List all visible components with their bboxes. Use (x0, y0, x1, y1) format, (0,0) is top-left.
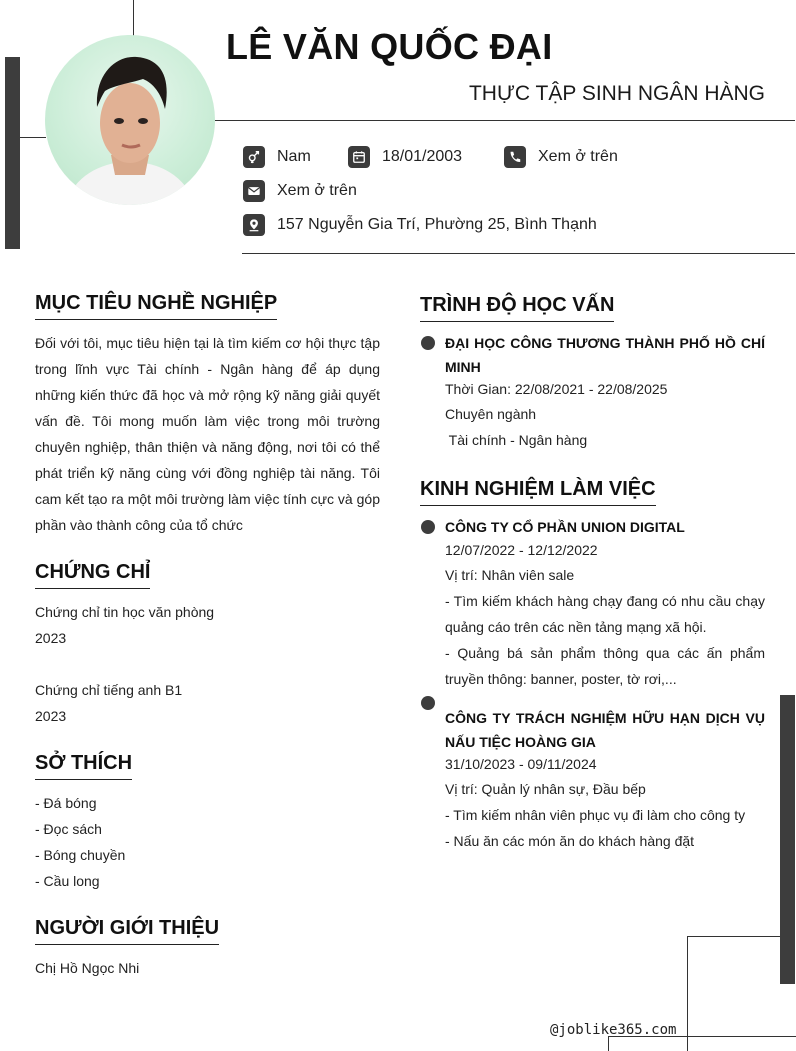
education-school: ĐẠI HỌC CÔNG THƯƠNG THÀNH PHỐ HỒ CHÍ MINH (445, 335, 765, 375)
phone-icon (504, 146, 526, 168)
phone-text: Xem ở trên (538, 148, 618, 165)
education-time: Thời Gian: 22/08/2021 - 22/08/2025 (445, 381, 668, 397)
reference-title: NGƯỜI GIỚI THIỆU (35, 917, 219, 945)
header-divider-bottom (242, 253, 795, 254)
hobby-item: - Đọc sách (35, 821, 102, 837)
job-title: THỰC TẬP SINH NGÂN HÀNG (468, 82, 765, 105)
profile-photo (45, 35, 215, 205)
birthday-info (348, 146, 462, 168)
education-bullet (421, 336, 435, 350)
certificate-name: Chứng chỉ tin học văn phòng (35, 604, 215, 620)
experience-period: 31/10/2023 - 09/11/2024 (445, 756, 597, 772)
avatar (45, 35, 215, 205)
experience-title: KINH NGHIỆM LÀM VIỆC (420, 478, 656, 506)
experience-company: CÔNG TY CỔ PHẦN UNION DIGITAL (445, 519, 685, 535)
experience-period: 12/07/2022 - 12/12/2022 (445, 542, 598, 558)
email-text: Xem ở trên (277, 182, 357, 199)
left-accent-bar (5, 57, 20, 249)
right-accent-bar (780, 695, 795, 984)
gender-text: Nam (277, 148, 311, 165)
phone-info (504, 146, 618, 168)
education-major-label: Chuyên ngành (445, 406, 537, 422)
objective-title: MỤC TIÊU NGHỀ NGHIỆP (35, 292, 277, 320)
address-info (243, 214, 597, 236)
header-divider-top (215, 120, 795, 121)
email-info (243, 180, 357, 202)
certificates-title: CHỨNG CHỈ (35, 561, 150, 589)
calendar-icon (348, 146, 370, 168)
corner-box-left (687, 936, 688, 1051)
hobby-item: - Đá bóng (35, 795, 97, 811)
experience-task: - Tìm kiếm khách hàng chạy đang có nhu cầu chạy quảng cáo trên các nền tảng mạng xã hội. (445, 593, 765, 635)
certificate-year: 2023 (35, 708, 67, 724)
education-major: Tài chính - Ngân hàng (445, 432, 588, 448)
reference-text: Chị Hồ Ngọc Nhi (35, 960, 140, 976)
corner-box-top (687, 936, 780, 937)
birthday-text: 18/01/2003 (382, 148, 463, 165)
experience-position: Vị trí: Nhân viên sale (445, 567, 575, 583)
location-icon (243, 214, 265, 236)
experience-task: - Tìm kiếm nhân viên phục vụ đi làm cho công ty (445, 807, 746, 823)
gender-icon (243, 146, 265, 168)
footer-tick (608, 1036, 609, 1051)
candidate-name: LÊ VĂN QUỐC ĐẠI (226, 26, 553, 67)
hobby-item: - Bóng chuyền (35, 847, 126, 863)
experience-task: - Nấu ăn các món ăn do khách hàng đặt (445, 833, 695, 849)
gender-info (243, 146, 311, 168)
experience-position: Vị trí: Quản lý nhân sự, Đầu bếp (445, 781, 646, 797)
address-text: 157 Nguyễn Gia Trí, Phường 25, Bình Thạnh (277, 216, 597, 233)
hobbies-title: SỞ THÍCH (35, 752, 132, 780)
objective-text: Đối với tôi, mục tiêu hiện tại là tìm kiếm cơ hội thực tập trong lĩnh vực Tài chính - Ngân hàng để áp dụng những kiến thức đã học và mở rộng kỹ năng giải quyết vấn đề. Tôi mong muốn làm việc trong môi trường chuyên nghiệp, thân thiện và năng động, nơi tôi có thể phát triển kỹ năng cùng với đồng nghiệp tài năng. Tôi cam kết tạo ra một môi trường làm việc tính cực và góp phần vào thành công của tổ chức (35, 335, 380, 533)
certificate-name: Chứng chỉ tiếng anh B1 (35, 682, 183, 698)
experience-company: CÔNG TY TRÁCH NGHIỆM HỮU HẠN DỊCH VỤ NẤU TIỆC HOÀNG GIA (445, 710, 765, 750)
top-vertical-line (133, 0, 134, 36)
experience-task: - Quảng bá sản phẩm thông qua các ấn phẩm truyền thông: banner, poster, tờ rơi,... (445, 645, 765, 687)
mail-icon (243, 180, 265, 202)
experience-bullet (421, 520, 435, 534)
hobby-item: - Cầu long (35, 873, 100, 889)
footer-watermark: @joblike365.com (550, 1022, 677, 1038)
certificate-year: 2023 (35, 630, 67, 646)
left-horizontal-line (20, 137, 46, 138)
education-title: TRÌNH ĐỘ HỌC VẤN (420, 294, 614, 322)
experience-bullet (421, 696, 435, 710)
